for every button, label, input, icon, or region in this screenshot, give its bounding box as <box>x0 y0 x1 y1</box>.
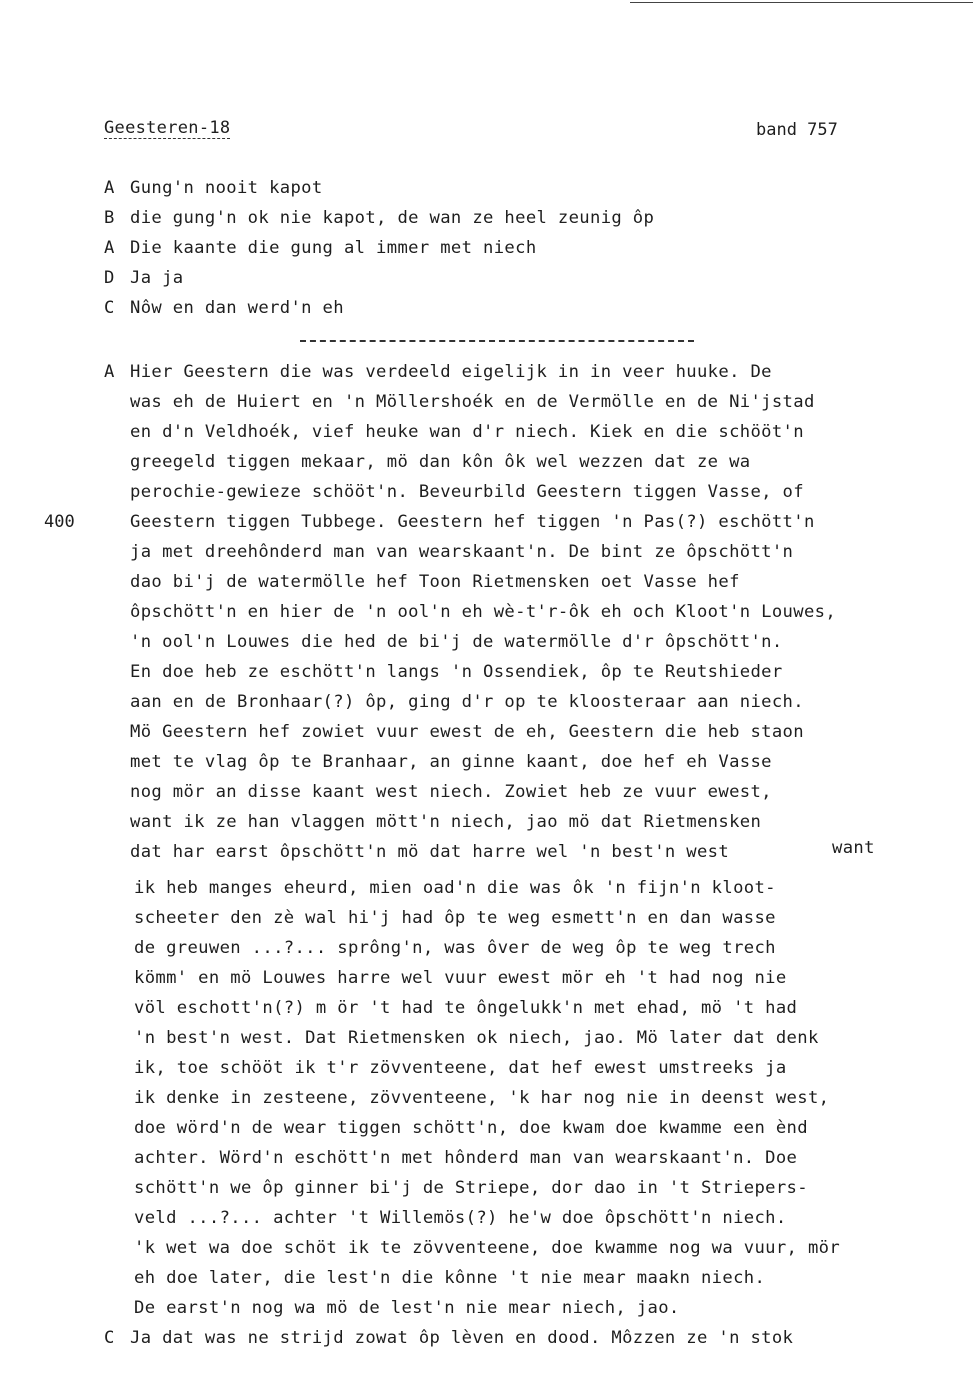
utterance: Gung'n nooit kapot <box>130 178 323 198</box>
passage-line: achter. Wörd'n eschött'n met hônderd man van wearskaant'n. Doe <box>134 1148 798 1168</box>
speaker-label: A <box>104 178 115 198</box>
section-divider <box>300 340 694 342</box>
tape-number: band 757 <box>756 120 838 140</box>
passage-line: perochie-gewieze schööt'n. Beveurbild Geestern tiggen Vasse, of <box>130 482 804 502</box>
passage-line: Geestern tiggen Tubbege. Geestern hef tiggen 'n Pas(?) eschött'n <box>130 512 815 532</box>
passage-line: veld ...?... achter 't Willemös(?) he'w doe ôpschött'n niech. <box>134 1208 787 1228</box>
passage-line: ôpschött'n en hier de 'n ool'n eh wè-t'r-ôk eh och Kloot'n Louwes, <box>130 602 837 622</box>
passage-line: kömm' en mö Louwes harre wel vuur ewest mör eh 't had nog nie <box>134 968 787 988</box>
speaker-label: C <box>104 1328 115 1348</box>
passage-line: want ik ze han vlaggen mött'n niech, jao mö dat Rietmensken <box>130 812 762 832</box>
passage-line: ik heb manges eheurd, mien oad'n die was ôk 'n fijn'n kloot- <box>134 878 776 898</box>
speaker-label: A <box>104 238 115 258</box>
passage-line: Mö Geestern hef zowiet vuur ewest de eh, Geestern die heb staon <box>130 722 804 742</box>
passage-line: nog mör an disse kaant west niech. Zowiet heb ze vuur ewest, <box>130 782 772 802</box>
top-edge-rule <box>630 2 973 3</box>
margin-counter: 400 <box>44 512 75 532</box>
passage-line: völ eschott'n(?) m ör 't had te ôngelukk'n met ehad, mö 't had <box>134 998 798 1018</box>
speaker-label: D <box>104 268 115 288</box>
speaker-label: B <box>104 208 115 228</box>
speaker-label: A <box>104 362 115 382</box>
passage-line: ja met dreehônderd man van wearskaant'n. De bint ze ôpschött'n <box>130 542 794 562</box>
passage-line: dat har earst ôpschött'n mö dat harre wel 'n best'n west <box>130 842 730 862</box>
utterance: Nôw en dan werd'n eh <box>130 298 344 318</box>
passage-line: Hier Geestern die was verdeeld eigelijk in in veer huuke. De <box>130 362 772 382</box>
passage-line: schött'n we ôp ginner bi'j de Striepe, dor dao in 't Striepers- <box>134 1178 808 1198</box>
passage-line: greegeld tiggen mekaar, mö dan kôn ôk wel wezzen dat ze wa <box>130 452 751 472</box>
passage-line: ik, toe schööt ik t'r zövventeene, dat hef ewest umstreeks ja <box>134 1058 787 1078</box>
passage-line: De earst'n nog wa mö de lest'n nie mear niech, jao. <box>134 1298 680 1318</box>
passage-line: ik denke in zesteene, zövventeene, 'k har nog nie in deenst west, <box>134 1088 830 1108</box>
passage-line: eh doe later, die lest'n die kônne 't nie mear maakn niech. <box>134 1268 766 1288</box>
utterance: die gung'n ok nie kapot, de wan ze heel zeunig ôp <box>130 208 655 228</box>
utterance: Ja dat was ne strijd zowat ôp lèven en dood. Môzzen ze 'n stok <box>130 1328 794 1348</box>
utterance: Ja ja <box>130 268 184 288</box>
document-id: Geesteren-18 <box>104 118 231 138</box>
passage-line: 'n best'n west. Dat Rietmensken ok niech, jao. Mö later dat denk <box>134 1028 819 1048</box>
passage-line: en d'n Veldhoék, vief heuke wan d'r niech. Kiek en die schööt'n <box>130 422 804 442</box>
speaker-label: C <box>104 298 115 318</box>
passage-line: doe wörd'n de wear tiggen schött'n, doe kwam doe kwamme een ènd <box>134 1118 808 1138</box>
insertion-note: want <box>832 838 875 858</box>
passage-line: En doe heb ze eschött'n langs 'n Ossendiek, ôp te Reutshieder <box>130 662 783 682</box>
passage-line: 'n ool'n Louwes die hed de bi'j de watermölle d'r ôpschött'n. <box>130 632 783 652</box>
utterance: Die kaante die gung al immer met niech <box>130 238 537 258</box>
passage-line: 'k wet wa doe schöt ik te zövventeene, doe kwamme nog wa vuur, mör <box>134 1238 841 1258</box>
passage-line: scheeter den zè wal hi'j had ôp te weg esmett'n en dan wasse <box>134 908 776 928</box>
passage-line: was eh de Huiert en 'n Möllershoék en de Vermölle en de Ni'jstad <box>130 392 815 412</box>
passage-line: de greuwen ...?... sprông'n, was ôver de weg ôp te weg trech <box>134 938 776 958</box>
passage-line: met te vlag ôp te Branhaar, an ginne kaant, doe hef eh Vasse <box>130 752 772 772</box>
passage-line: aan en de Bronhaar(?) ôp, ging d'r op te kloosteraar aan niech. <box>130 692 804 712</box>
passage-line: dao bi'j de watermölle hef Toon Rietmensken oet Vasse hef <box>130 572 740 592</box>
